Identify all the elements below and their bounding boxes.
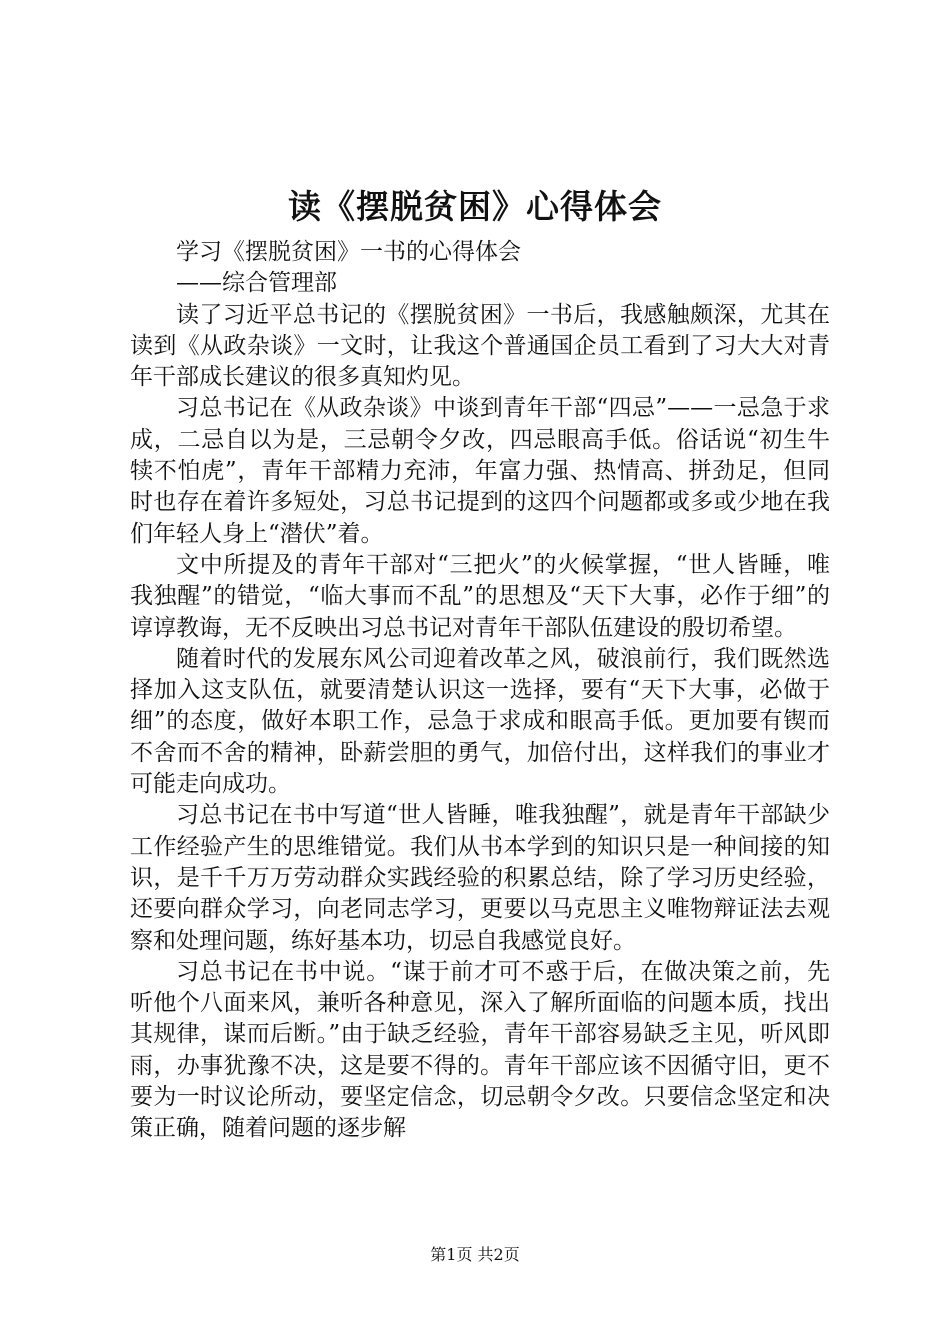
paragraph-4: 随着时代的发展东风公司迎着改革之风，破浪前行，我们既然选择加入这支队伍，就要清楚认识这一选择，要有“天下大事，必做于细”的态度，做好本职工作，忌急于求成和眼高手低。更加要有锲而不舍而不舍的精神，卧薪尝胆的勇气，加倍付出，这样我们的事业才可能走向成功。 — [130, 645, 830, 798]
paragraph-2: 习总书记在《从政杂谈》中谈到青年干部“四忌”——一忌急于求成，二忌自以为是，三忌朝令夕改，四忌眼高手低。俗话说“初生牛犊不怕虎”，青年干部精力充沛，年富力强、热情高、拼劲足，但同时也存在着许多短处，习总书记提到的这四个问题都或多或少地在我们年轻人身上“潜伏”着。 — [130, 395, 830, 547]
page-footer: 第1页 共2页 — [430, 1245, 520, 1264]
document-title: 读《摆脱贫困》心得体会 — [288, 187, 662, 226]
document-body — [130, 237, 830, 1145]
paragraph-1: 读了习近平总书记的《摆脱贫困》一书后，我感触颇深，尤其在读到《从政杂谈》一文时，让我这个普通国企员工看到了习大大对青年干部成长建议的很多真知灼见。 — [130, 301, 830, 391]
paragraph-3: 文中所提及的青年干部对“三把火”的火候掌握，“世人皆睡，唯我独醒”的错觉，“临大事而不乱”的思想及“天下大事，必作于细”的谆谆教诲，无不反映出习总书记对青年干部队伍建设的殷切希望。 — [130, 551, 830, 641]
paragraph-5: 习总书记在书中写道“世人皆睡，唯我独醒”，就是青年干部缺少工作经验产生的思维错觉。我们从书本学到的知识只是一种间接的知识，是千千万万劳动群众实践经验的积累总结，除了学习历史经验，还要向群众学习，向老同志学习，更要以马克思主义唯物辩证法去观察和处理问题，练好基本功，切忌自我感觉良好。 — [130, 802, 830, 954]
document-subtitle: 学习《摆脱贫困》一书的心得体会 — [176, 239, 521, 265]
paragraph-6: 习总书记在书中说。“谋于前才可不惑于后，在做决策之前，先听他个八面来风，兼听各种意见，深入了解所面临的问题本质，找出其规律，谋而后断。”由于缺乏经验，青年干部容易缺乏主见，听风即雨，办事犹豫不决，这是要不得的。青年干部应该不因循守旧，更不要为一时议论所动，要坚定信念，切忌朝令夕改。只要信念坚定和决策正确，随着问题的逐步解 — [130, 958, 830, 1142]
document-department: ——综合管理部 — [176, 270, 337, 297]
